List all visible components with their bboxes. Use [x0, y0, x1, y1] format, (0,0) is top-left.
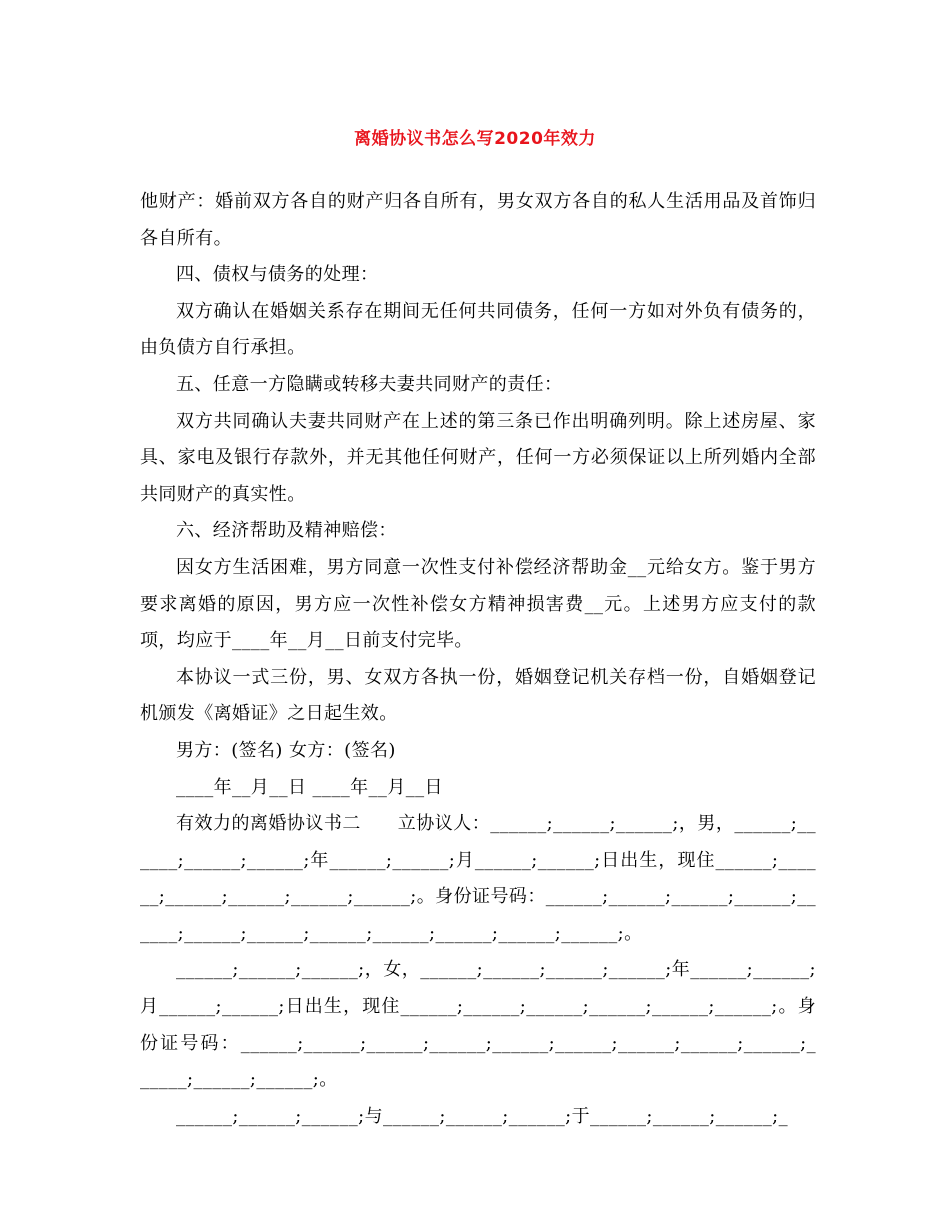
- paragraph: ____年__月__日 ____年__月__日: [176, 776, 443, 798]
- paragraph: ______;______;______;，女，______;______;______;______;年______;______;月______;______;日出生，现住______;______;______;______;______;______;。身份证号码：______;______;______;______;______;______;______;______;______;______;______;______;。: [140, 959, 816, 1091]
- paragraph: 双方确认在婚姻关系存在期间无任何共同债务，任何一方如对外负有债务的，由负债方自行承担。: [140, 300, 816, 359]
- paragraph: 本协议一式三份，男、女双方各执一份，婚姻登记机关存档一份，自婚姻登记机颁发《离婚证》之日起生效。: [140, 666, 816, 725]
- paragraph: 六、经济帮助及精神赔偿：: [176, 520, 397, 542]
- paragraph: 双方共同确认夫妻共同财产在上述的第三条已作出明确列明。除上述房屋、家具、家电及银行存款外，并无其他任何财产，任何一方必须保证以上所列婚内全部共同财产的真实性。: [140, 410, 816, 505]
- paragraph: 五、任意一方隐瞒或转移夫妻共同财产的责任：: [176, 373, 563, 395]
- paragraph: 因女方生活困难，男方同意一次性支付补偿经济帮助金__元给女方。鉴于男方要求离婚的原因，男方应一次性补偿女方精神损害费__元。上述男方应支付的款项，均应于____年__月__日前支付完毕。: [140, 556, 816, 652]
- paragraph: ______;______;______;与______;______;______;于______;______;______;_: [176, 1105, 788, 1127]
- paragraph: 有效力的离婚协议书二 立协议人：______;______;______;，男，______;______;______;______;年______;______;月______;______;日出生，现住______;______;______;______;______;______;。身份证号码：______;______;______;______;______;______;______;______;______;______;______;______;。: [140, 813, 816, 944]
- document-title: 离婚协议书怎么写2020年效力: [354, 129, 596, 149]
- document-body: [140, 184, 816, 1135]
- paragraph: 男方：(签名) 女方：(签名): [176, 739, 396, 761]
- paragraph: 他财产：婚前双方各自的财产归各自所有，男女双方各自的私人生活用品及首饰归各自所有。: [140, 191, 816, 249]
- paragraph: 四、债权与债务的处理：: [176, 264, 379, 286]
